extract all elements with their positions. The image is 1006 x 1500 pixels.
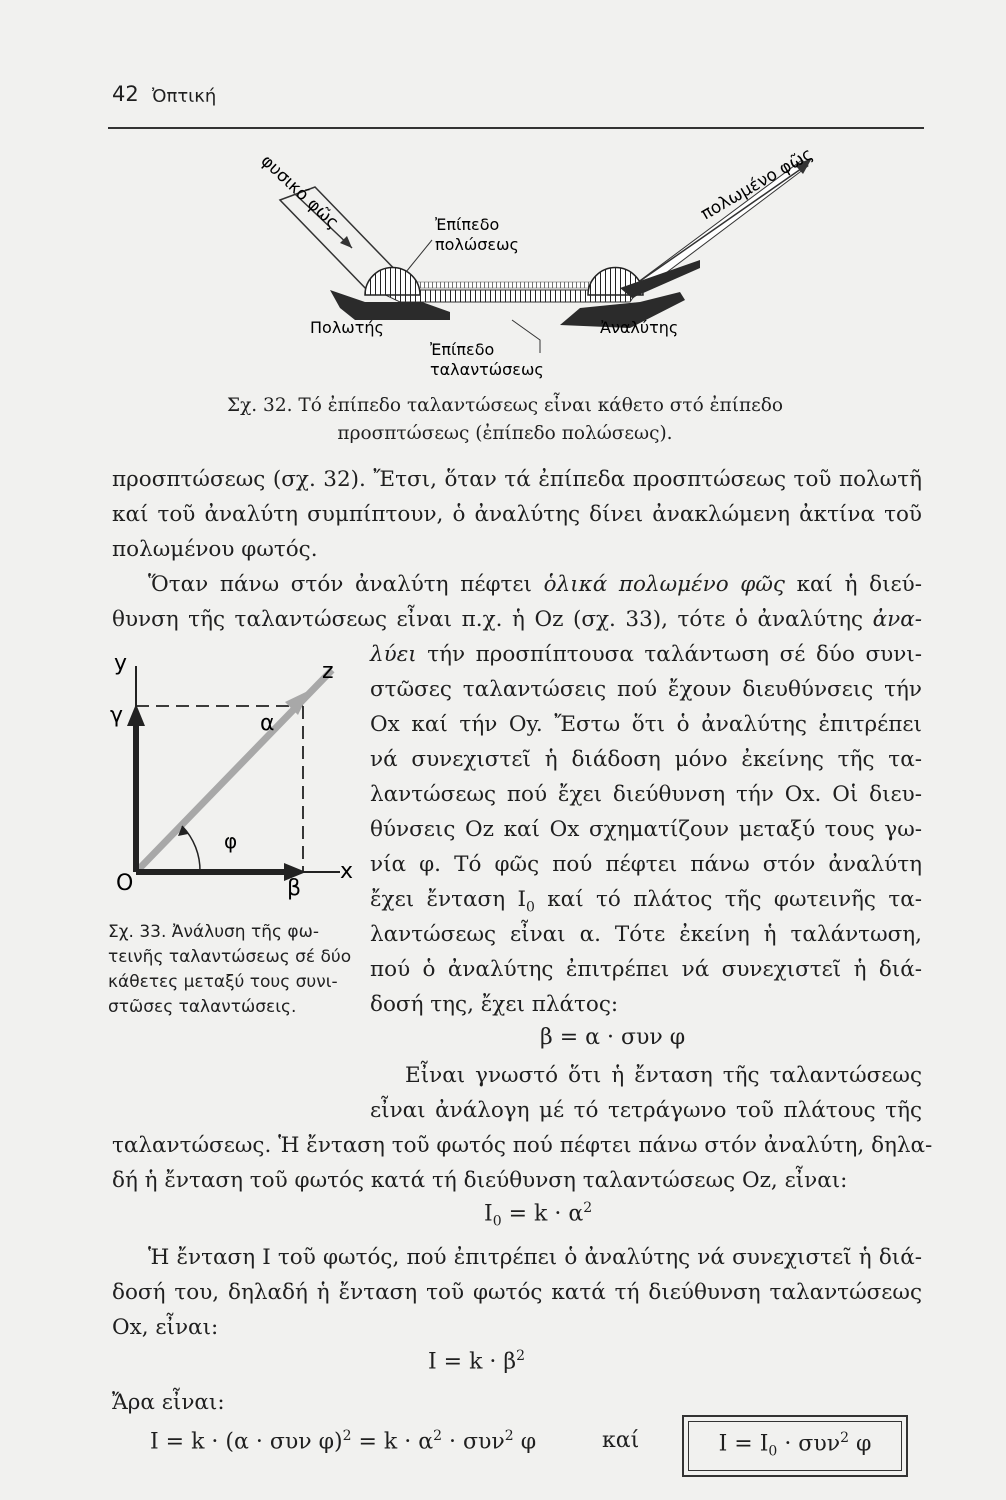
p3-line-4: δή ἡ ἔνταση τοῦ φωτός κατά τή διεύθυνση ταλαντώσεως Oz, εἶναι: <box>112 1168 848 1193</box>
label-z: z <box>322 659 334 684</box>
p3-line-3: ταλαντώσεως. Ἡ ἔνταση τοῦ φωτός πού πέφτει πάνω στόν ἀναλύτη, δηλα- <box>112 1133 933 1158</box>
p2-col-line-3: νά συνεχιστεῖ ἡ διάδοση μόνο ἐκείνης τῆς τα- <box>370 747 922 772</box>
figure-32-polarizer-analyzer <box>160 140 840 380</box>
label-polarized-light: πολωμένο φῶς <box>697 144 817 225</box>
p2-line-3: λύει τήν προσπίπτουσα ταλάντωση σέ δύο συνι- <box>370 642 922 667</box>
p2-line-1: Ὅταν πάνω στόν ἀναλύτη πέφτει ὁλικά πολωμένο φῶς καί ἡ διεύ- <box>148 572 922 597</box>
p3-line-1: Εἶναι γνωστό ὅτι ἡ ἔνταση τῆς ταλαντώσεως <box>405 1063 922 1088</box>
p1-line-1: προσπτώσεως (σχ. 32). Ἔτσι, ὅταν τά ἐπίπεδα προσπτώσεως τοῦ πολωτῆ <box>112 467 922 492</box>
p2-col-line-9: πού ὁ ἀναλύτης ἐπιτρέπει νά συνεχιστεῖ ἡ διά- <box>370 957 922 982</box>
running-title: Ὀπτική <box>152 86 217 107</box>
p2-col-line-10: δοσή της, ἔχει πλάτος: <box>370 992 619 1017</box>
label-x: x <box>340 859 354 884</box>
p2-col-line-2: Ox καί τήν Oy. Ἔστω ὅτι ὁ ἀναλύτης ἐπιτρέπει <box>370 712 922 737</box>
label-beta: β <box>287 876 302 901</box>
p2-line-2: θυνση τῆς ταλαντώσεως εἶναι π.χ. ἡ Oz (σχ. 33), τότε ὁ ἀναλύτης ἀνα- <box>112 607 922 632</box>
label-natural-light: φυσικό φῶς <box>256 151 343 234</box>
p2-col-line-7: ἔχει ἔνταση $I_0$ καί τό πλάτος τῆς φωτεινῆς τα- <box>370 887 923 916</box>
label-plane-polarization-1: Ἐπίπεδο <box>435 215 500 234</box>
equation-i: $I = k \cdot \beta^2$ <box>428 1348 526 1375</box>
label-phi: φ <box>224 829 238 853</box>
p2-col-line-8: λαντώσεως εἶναι α. Τότε ἐκείνη ἡ ταλάντωση, <box>370 922 922 947</box>
p2-col-line-5: θύνσεις Oz καί Ox σχηματίζουν μεταξύ τους γω- <box>370 817 922 842</box>
ara-line: Ἄρα εἶναι: <box>112 1390 225 1415</box>
equation-final: I = k · (α · συν $\varphi)^2 = k \cdot \alpha^2 \cdot \sigma\upsilon\nu^2$ φ <box>150 1428 537 1455</box>
p4-line-1: Ἡ ἔνταση I τοῦ φωτός, πού ἐπιτρέπει ὁ ἀναλύτης νά συνεχιστεῖ ἡ διά- <box>148 1245 922 1270</box>
polarizer-hemisphere <box>365 268 420 296</box>
figure-32-caption: Σχ. 32. Τό ἐπίπεδο ταλαντώσεως εἶναι κάθετο στό ἐπίπεδο προσπτώσεως (ἐπίπεδο πολώσεως). <box>227 395 783 444</box>
boxed-result: $I = I_0 \cdot \sigma\upsilon\nu^2$ φ <box>682 1415 908 1477</box>
header-rule <box>108 127 924 129</box>
p2-col-line-1: στῶσες ταλαντώσεις πού ἔχουν διευθύνσεις τήν <box>370 677 922 702</box>
word-kai: καί <box>602 1428 640 1453</box>
p3-line-2: εἶναι ἀνάλογη μέ τό τετράγωνο τοῦ πλάτους τῆς <box>370 1098 922 1123</box>
p1-line-3: πολωμένου φωτός. <box>112 537 318 562</box>
equation-beta: β = α · συν φ <box>540 1025 686 1050</box>
equation-i0: $I_0 = k \cdot \alpha^2$ <box>484 1200 593 1230</box>
gamma-arrow-head <box>127 704 145 726</box>
label-plane-vibration-1: Ἐπίπεδο <box>430 340 495 359</box>
p4-line-3: Ox, εἶναι: <box>112 1315 219 1340</box>
p2-col-line-4: λαντώσεως πού ἔχει διεύθυνση τήν Ox. Οἱ διευ- <box>370 782 922 807</box>
p2-col-line-6: νία φ. Τό φῶς πού πέφτει πάνω στόν ἀναλύτη <box>370 852 922 877</box>
page-number: 42 <box>112 82 139 106</box>
label-alpha: α <box>260 711 275 736</box>
figure-33-vibration-decomposition <box>100 640 380 910</box>
figure-33-caption: Σχ. 33. Ἀνάλυση τῆς φω- τεινῆς ταλαντώσεως σέ δύο κάθετες μεταξύ τους συνι- στῶσες ταλαντώσεις. <box>108 922 352 1017</box>
p4-line-2: δοσή του, δηλαδή ἡ ἔνταση τοῦ φωτός κατά τή διεύθυνση ταλαντώσεως <box>112 1280 922 1305</box>
label-gamma: γ <box>110 703 124 728</box>
label-polarizer: Πολωτής <box>310 318 384 337</box>
label-o: O <box>116 871 134 896</box>
label-analyzer: Ἀναλύτης <box>600 318 679 337</box>
label-plane-polarization-2: πολώσεως <box>435 235 519 254</box>
p1-line-2: καί τοῦ ἀναλύτη συμπίπτουν, ὁ ἀναλύτης δίνει ἀνακλώμενη ἀκτίνα τοῦ <box>112 502 922 527</box>
label-y: y <box>114 651 128 676</box>
label-plane-vibration-2: ταλαντώσεως <box>430 360 544 379</box>
